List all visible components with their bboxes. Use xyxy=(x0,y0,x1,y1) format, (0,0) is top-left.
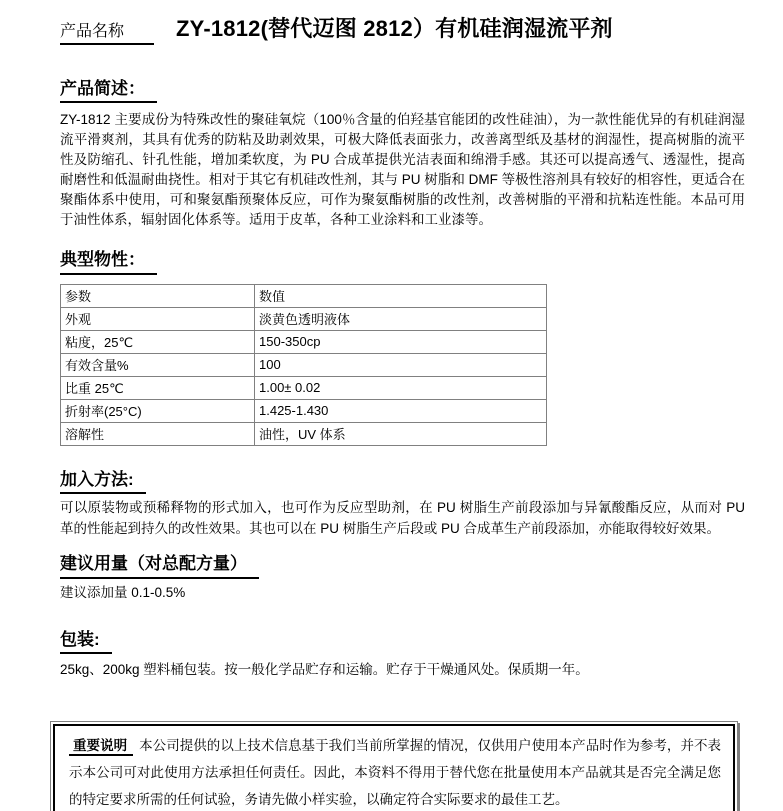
section-heading-packaging: 包装: xyxy=(60,630,112,654)
table-cell: 1.00± 0.02 xyxy=(255,376,547,399)
table-header-cell-value: 数值 xyxy=(255,284,547,307)
table-cell: 外观 xyxy=(61,307,255,330)
table-cell: 油性，UV 体系 xyxy=(255,422,547,445)
table-cell: 淡黄色透明液体 xyxy=(255,307,547,330)
table-row xyxy=(61,330,547,353)
table-header-row xyxy=(61,284,547,307)
table-row xyxy=(61,376,547,399)
table-row xyxy=(61,422,547,445)
section-heading-overview: 产品简述： xyxy=(60,79,157,103)
packaging-paragraph: 25kg、200kg 塑料桶包装。按一般化学品贮存和运输。贮存于干燥通风处。保质期一年。 xyxy=(60,661,589,677)
product-name-label: 产品名称 xyxy=(60,18,154,45)
method-paragraph: 可以原装物或预稀释物的形式加入，也可作为反应型助剂，在 PU 树脂生产前段添加与异氰酸酯反应，从而对 PU 革的性能起到持久的改性效果。其也可以在 PU 树脂生产后段或 PU 合成革生产前段添加，亦能取得较好效果。 xyxy=(60,500,745,537)
table-row xyxy=(61,353,547,376)
title-row xyxy=(60,12,745,45)
notice-label: 重要说明 xyxy=(69,738,133,756)
table-cell: 150-350cp xyxy=(255,330,547,353)
notice-box-inner xyxy=(53,724,735,811)
table-cell: 有效含量% xyxy=(61,353,255,376)
table-cell: 1.425-1.430 xyxy=(255,399,547,422)
table-header-cell-parameter: 参数 xyxy=(61,284,255,307)
section-heading-method: 加入方法: xyxy=(60,470,146,494)
table-row xyxy=(61,399,547,422)
table-cell: 溶解性 xyxy=(61,422,255,445)
table-cell: 折射率(25°C) xyxy=(61,399,255,422)
dosage-line: 建议添加量 0.1-0.5% xyxy=(60,584,186,600)
table-row xyxy=(61,307,547,330)
table-cell: 比重 25℃ xyxy=(61,376,255,399)
properties-table xyxy=(60,284,547,446)
section-heading-dosage: 建议用量（对总配方量） xyxy=(60,554,259,578)
overview-paragraph: ZY-1812 主要成份为特殊改性的聚硅氧烷（100％含量的伯羟基官能团的改性硅油），为一款性能优异的有机硅润湿流平滑爽剂，其具有优秀的防粘及助剥效果，可极大降低表面张力，改善离型纸及基材的润湿性，提高树脂的流平性及防缩孔、针孔性能，增加柔软度，为 PU 合成革提供光洁表面和绵滑手感。其还可以提高透气、透湿性，提高耐磨性和低温耐曲挠性。相对于其它有机硅改性剂，其与 PU 树脂和 DMF 等极性溶剂具有较好的相容性，更适合在聚酯体系中使用，可和聚氨酯预聚体反应，可作为聚氨酯树脂的改性剂，改善树脂的平滑和抗粘连性能。本品可用于油性体系，辐射固化体系等。适用于皮革，各种工业涂料和工业漆等。 xyxy=(60,112,745,228)
notice-text: 本公司提供的以上技术信息基于我们当前所掌握的情况，仅供用户使用本产品时作为参考，并不表示本公司可对此使用方法承担任何责任。因此，本资料不得用于替代您在批量使用本产品就其是否完全满足您的特定要求所需的任何试验，务请先做小样实验，以确定符合实际要求的最佳工艺。 xyxy=(69,737,722,807)
table-cell: 100 xyxy=(255,353,547,376)
page-title: ZY-1812(替代迈图 2812）有机硅润湿流平剂 xyxy=(176,16,613,41)
notice-box xyxy=(50,721,738,811)
table-cell: 粘度，25℃ xyxy=(61,330,255,353)
section-heading-properties: 典型物性： xyxy=(60,250,157,274)
